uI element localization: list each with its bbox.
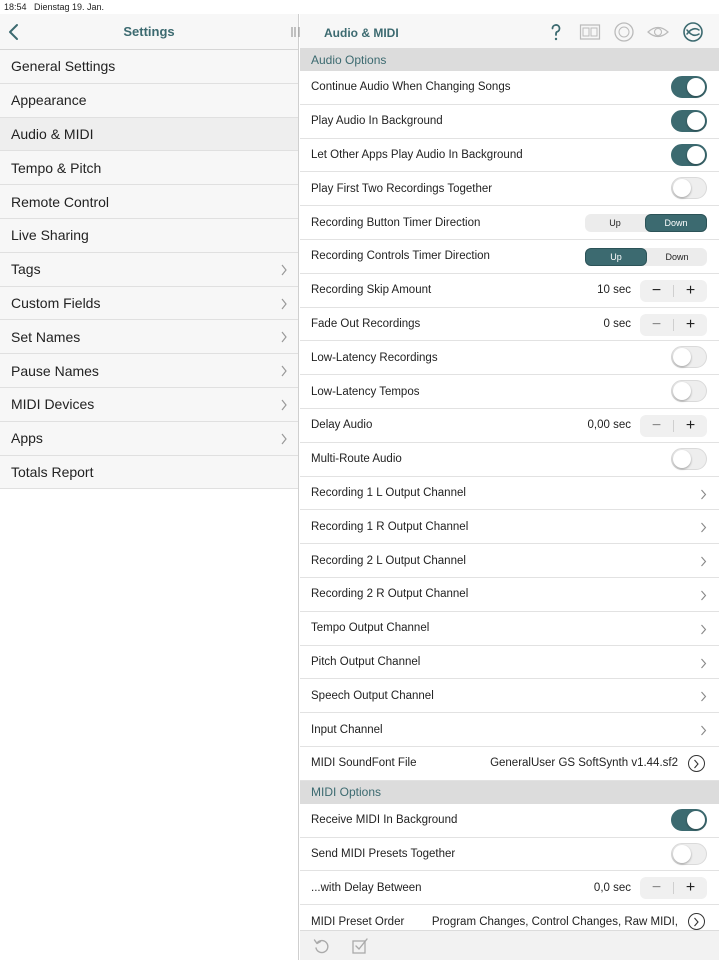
row-label: Fade Out Recordings	[311, 317, 421, 330]
sidebar-title: Settings	[123, 24, 175, 39]
first-two-toggle[interactable]	[671, 177, 707, 199]
row-label: Recording Skip Amount	[311, 284, 432, 297]
detail-disclosure-icon[interactable]	[688, 755, 705, 772]
receive-midi-bg-toggle[interactable]	[671, 809, 707, 831]
sidebar-item-label: Live Sharing	[11, 227, 89, 244]
row-soundfont[interactable]	[300, 747, 719, 781]
row-label: Recording 1 R Output Channel	[311, 520, 469, 533]
chevron-right-icon	[700, 691, 707, 702]
toggle-knob	[673, 179, 691, 197]
row-label: Play First Two Recordings Together	[311, 182, 493, 195]
low-latency-tempo-toggle[interactable]	[671, 380, 707, 402]
row-rec2l-output[interactable]	[300, 544, 719, 578]
row-rec2r-output[interactable]	[300, 578, 719, 612]
play-background-toggle[interactable]	[671, 110, 707, 132]
sidebar-header	[0, 14, 298, 50]
chevron-right-icon	[280, 331, 288, 343]
stepper-minus-button[interactable]: −	[651, 879, 662, 897]
sidebar-item-label: MIDI Devices	[11, 396, 95, 413]
sidebar-item-pause-names[interactable]	[0, 354, 298, 388]
chevron-right-icon	[700, 522, 707, 533]
row-label: Receive MIDI In Background	[311, 814, 458, 827]
row-label: Recording 2 L Output Channel	[311, 554, 466, 567]
row-speech-output[interactable]	[300, 679, 719, 713]
soundfont-value: GeneralUser GS SoftSynth v1.44.sf2	[490, 757, 678, 770]
continue-audio-toggle[interactable]	[671, 76, 707, 98]
row-rec-controls-timer	[300, 240, 719, 274]
row-skip-amount	[300, 274, 719, 308]
multi-route-toggle[interactable]	[671, 448, 707, 470]
status-time: 18:54	[4, 2, 27, 12]
sidebar-item-label: Audio & MIDI	[11, 125, 94, 142]
rec-controls-timer-segmented	[585, 248, 707, 266]
sidebar-item-label: Tempo & Pitch	[11, 159, 102, 176]
sidebar-item-audio-midi[interactable]	[0, 118, 298, 152]
bottom-toolbar	[300, 930, 719, 960]
with-delay-stepper	[640, 877, 707, 899]
detail-disclosure-icon[interactable]	[688, 913, 705, 930]
stepper-minus-button[interactable]: −	[651, 416, 662, 434]
status-bar	[0, 0, 719, 14]
segment-up[interactable]: Up	[585, 248, 647, 266]
chevron-right-icon	[700, 556, 707, 567]
rec-button-timer-segmented	[585, 214, 707, 232]
segment-up[interactable]: Up	[609, 218, 621, 229]
toggle-knob	[673, 845, 691, 863]
chevron-right-icon	[280, 399, 288, 411]
chevron-right-icon	[700, 624, 707, 635]
row-continue-audio	[300, 71, 719, 105]
chevron-right-icon	[280, 433, 288, 445]
row-label: Input Channel	[311, 723, 383, 736]
row-label: Speech Output Channel	[311, 689, 434, 702]
chevron-right-icon	[700, 658, 707, 669]
chevron-right-icon	[280, 298, 288, 310]
stepper-minus-button[interactable]: −	[651, 315, 662, 333]
delay-audio-value: 0,00 sec	[587, 419, 631, 432]
help-icon[interactable]	[545, 21, 567, 43]
sidebar-item-live-sharing[interactable]	[0, 219, 298, 253]
skip-amount-stepper	[640, 280, 707, 302]
undo-icon[interactable]	[313, 937, 331, 955]
tools-icon[interactable]	[682, 21, 704, 43]
sidebar-item-totals-report[interactable]	[0, 456, 298, 490]
toggle-knob	[673, 348, 691, 366]
row-pitch-output[interactable]	[300, 646, 719, 680]
toggle-knob	[673, 382, 691, 400]
row-tempo-output[interactable]	[300, 612, 719, 646]
row-label: Send MIDI Presets Together	[311, 847, 456, 860]
delay-audio-stepper	[640, 415, 707, 437]
chevron-right-icon	[280, 264, 288, 276]
send-presets-toggle[interactable]	[671, 843, 707, 865]
midi-options-header: MIDI Options	[300, 781, 719, 804]
sidebar-item-tempo-pitch[interactable]	[0, 151, 298, 185]
row-delay-audio	[300, 409, 719, 443]
other-apps-toggle[interactable]	[671, 144, 707, 166]
row-label: Continue Audio When Changing Songs	[311, 81, 511, 94]
sidebar-item-appearance[interactable]	[0, 84, 298, 118]
row-label: Recording 2 R Output Channel	[311, 588, 469, 601]
row-label: ...with Delay Between	[311, 881, 422, 894]
row-rec-button-timer	[300, 206, 719, 240]
detail-header	[300, 14, 719, 48]
row-label: Play Audio In Background	[311, 115, 443, 128]
chevron-right-icon	[700, 489, 707, 500]
layout-icon[interactable]	[579, 21, 601, 43]
stepper-minus-button[interactable]: −	[651, 281, 662, 299]
row-low-latency-rec	[300, 341, 719, 375]
row-label: Low-Latency Recordings	[311, 351, 438, 364]
checkbox-icon[interactable]	[351, 937, 369, 955]
row-rec1l-output[interactable]	[300, 477, 719, 511]
stepper-plus-button[interactable]: +	[685, 281, 696, 299]
sidebar-item-label: Set Names	[11, 328, 81, 345]
sidebar-item-label: Remote Control	[11, 193, 110, 210]
status-date: Dienstag 19. Jan.	[34, 2, 105, 12]
row-other-apps	[300, 139, 719, 173]
row-label: Multi-Route Audio	[311, 453, 402, 466]
sidebar-item-custom-fields[interactable]	[0, 287, 298, 321]
fade-out-stepper	[640, 314, 707, 336]
row-label: Tempo Output Channel	[311, 622, 430, 635]
with-delay-value: 0,0 sec	[593, 881, 631, 894]
sidebar-item-label: Totals Report	[11, 463, 94, 480]
sidebar-item-apps[interactable]	[0, 422, 298, 456]
sidebar-item-remote-control[interactable]	[0, 185, 298, 219]
row-low-latency-tempo	[300, 375, 719, 409]
sidebar-item-label: General Settings	[11, 58, 116, 75]
row-label: Recording Controls Timer Direction	[311, 250, 490, 263]
toggle-knob	[673, 450, 691, 468]
skip-amount-value: 10 sec	[597, 284, 631, 297]
stepper-plus-button[interactable]: +	[685, 879, 696, 897]
row-play-background	[300, 105, 719, 139]
row-label: MIDI SoundFont File	[311, 757, 417, 770]
row-fade-out	[300, 308, 719, 342]
sidebar-item-label: Appearance	[11, 92, 87, 109]
sidebar-item-label: Tags	[11, 261, 41, 278]
sidebar-item-label: Pause Names	[11, 362, 99, 379]
settings-sidebar	[0, 14, 299, 960]
sync-icon[interactable]	[613, 21, 635, 43]
row-multi-route	[300, 443, 719, 477]
detail-title: Audio & MIDI	[324, 26, 399, 40]
sidebar-item-midi-devices[interactable]	[0, 388, 298, 422]
low-latency-rec-toggle[interactable]	[671, 346, 707, 368]
row-label: Recording 1 L Output Channel	[311, 486, 466, 499]
detail-pane	[300, 14, 719, 960]
sidebar-item-set-names[interactable]	[0, 320, 298, 354]
fade-out-value: 0 sec	[603, 317, 631, 330]
row-rec1r-output[interactable]	[300, 510, 719, 544]
row-label: Let Other Apps Play Audio In Background	[311, 148, 523, 161]
eye-icon[interactable]	[647, 21, 669, 43]
toggle-knob	[687, 112, 705, 130]
row-input-channel[interactable]	[300, 713, 719, 747]
segment-down[interactable]: Down	[645, 214, 707, 232]
row-with-delay	[300, 871, 719, 905]
row-first-two	[300, 172, 719, 206]
toggle-knob	[687, 811, 705, 829]
toggle-knob	[687, 146, 705, 164]
row-label: Recording Button Timer Direction	[311, 216, 481, 229]
segment-down[interactable]: Down	[665, 251, 689, 262]
stepper-plus-button[interactable]: +	[685, 315, 696, 333]
chevron-right-icon	[700, 725, 707, 736]
row-receive-midi-bg	[300, 804, 719, 838]
preset-order-value: Program Changes, Control Changes, Raw MIDI,	[431, 915, 678, 928]
chevron-right-icon	[280, 365, 288, 377]
row-send-presets	[300, 838, 719, 872]
stepper-plus-button[interactable]: +	[685, 416, 696, 434]
row-label: Delay Audio	[311, 419, 373, 432]
sidebar-item-label: Apps	[11, 430, 43, 447]
row-label: Pitch Output Channel	[311, 655, 421, 668]
sidebar-item-label: Custom Fields	[11, 294, 101, 311]
row-label: Low-Latency Tempos	[311, 385, 420, 398]
sidebar-item-tags[interactable]	[0, 253, 298, 287]
audio-options-header: Audio Options	[300, 48, 719, 71]
sidebar-item-general-settings[interactable]	[0, 50, 298, 84]
toggle-knob	[687, 78, 705, 96]
row-label: MIDI Preset Order	[311, 915, 405, 928]
chevron-right-icon	[700, 590, 707, 601]
